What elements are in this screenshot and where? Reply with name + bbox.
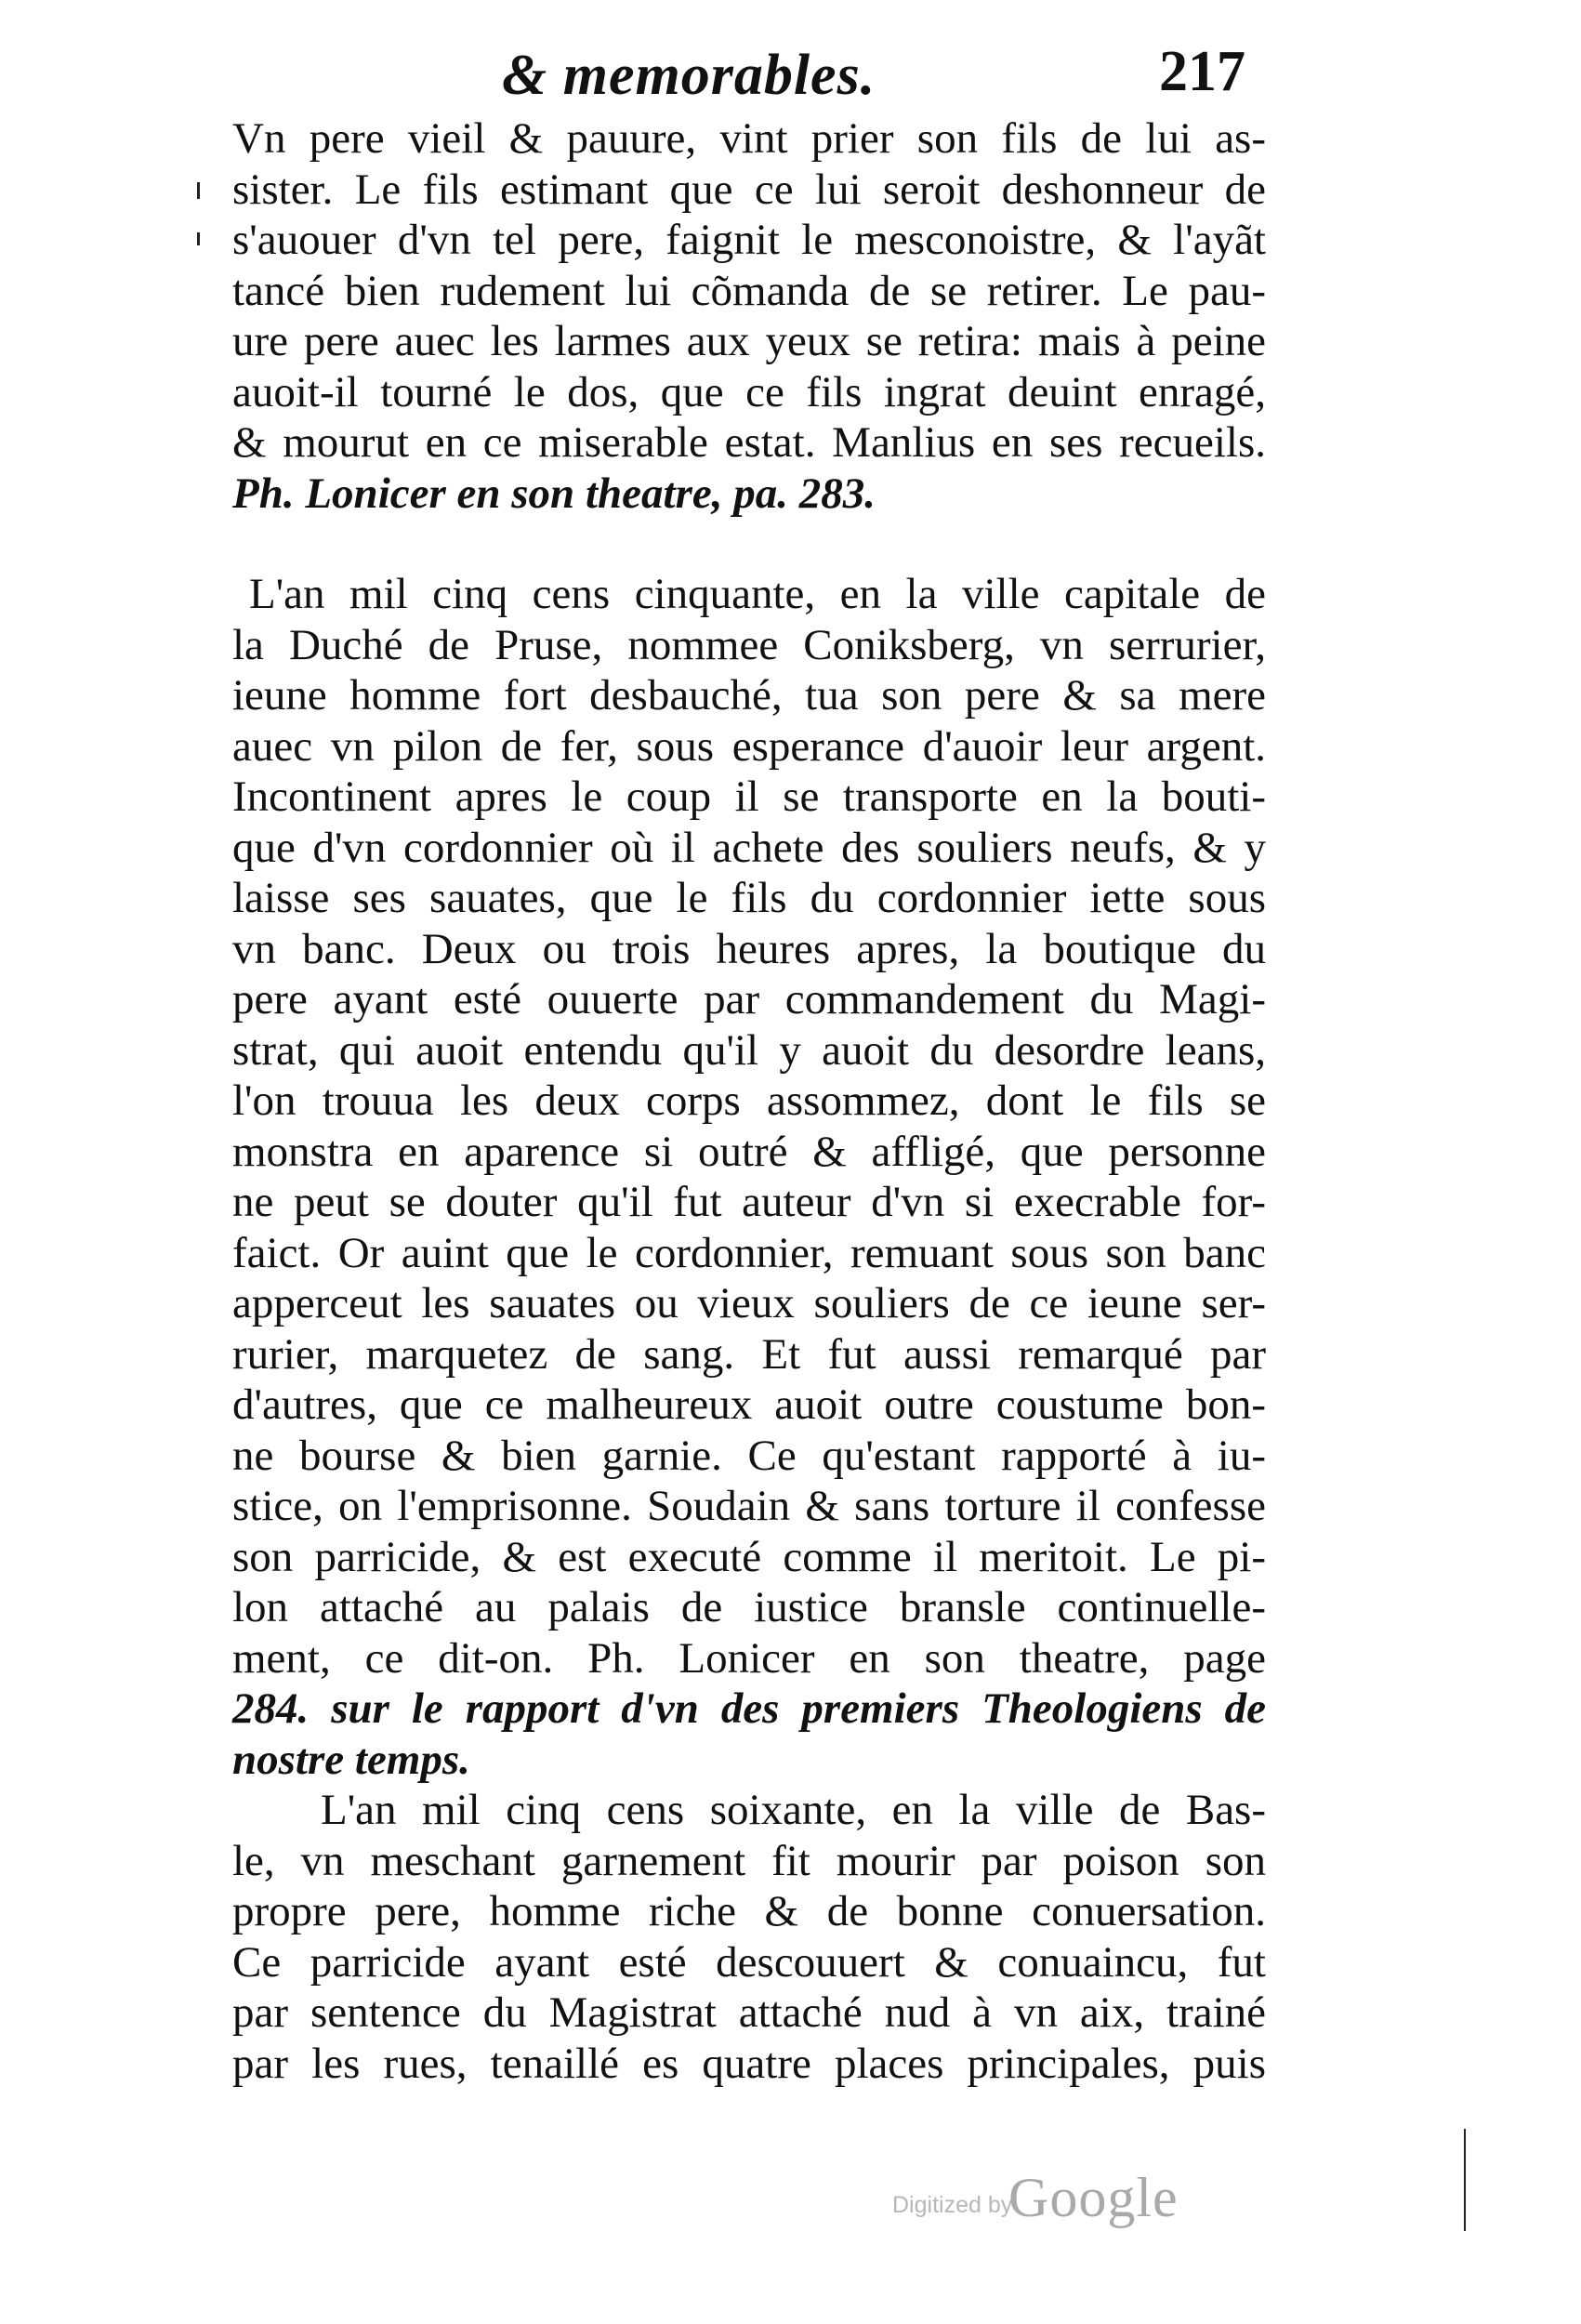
text-line: l'on trouua les deux corps assommez, dont le fils se xyxy=(232,1076,1266,1125)
text-line: faict. Or auint que le cordonnier, remuant sous son banc xyxy=(232,1228,1266,1277)
text-line: Incontinent apres le coup il se transporte en la bouti- xyxy=(232,772,1266,821)
body-text xyxy=(232,113,1266,2089)
text-line: monstra en aparence si outré & affligé, que personne xyxy=(232,1127,1266,1176)
text-line: ne peut se douter qu'il fut auteur d'vn si execrable for- xyxy=(232,1178,1266,1226)
text-line: le, vn meschant garnement fit mourir par poison son xyxy=(232,1836,1266,1885)
text-line: auoit-il tourné le dos, que ce fils ingrat deuint enragé, xyxy=(232,367,1266,416)
text-line: Vn pere vieil & pauure, vint prier son fils de lui as- xyxy=(232,114,1266,163)
text-line: auec vn pilon de fer, sous esperance d'auoir leur argent. xyxy=(232,721,1266,771)
text-line: son parricide, & est executé comme il meritoit. Le pi- xyxy=(232,1532,1266,1581)
text-line: ieune homme fort desbauché, tua son pere & sa mere xyxy=(232,671,1266,720)
citation-line: Ph. Lonicer en son theatre, pa. 283. xyxy=(232,469,876,518)
text-line: ment, ce dit-on. Ph. Lonicer en son theatre, page xyxy=(232,1633,1266,1683)
scan-mark xyxy=(197,182,200,199)
text-line: rurier, marquetez de sang. Et fut aussi remarqué par xyxy=(232,1329,1266,1379)
text-line: propre pere, homme riche & de bonne conuersation. xyxy=(232,1887,1266,1935)
text-line: pere ayant esté ouuerte par commandement du Magi- xyxy=(232,975,1266,1023)
text-line: apperceut les sauates ou vieux souliers de ce ieune ser- xyxy=(232,1279,1266,1327)
text-line: ure pere auec les larmes aux yeux se retira: mais à peine xyxy=(232,317,1266,365)
text-line: L'an mil cinq cens soixante, en la ville de Bas- xyxy=(321,1786,1266,1834)
text-line: vn banc. Deux ou trois heures apres, la boutique du xyxy=(232,924,1266,973)
citation-line: 284. sur le rapport d'vn des premiers Theologiens de xyxy=(232,1684,1266,1733)
text-line: sister. Le fils estimant que ce lui seroit deshonneur de xyxy=(232,165,1266,214)
text-line: lon attaché au palais de iustice bransle continuelle- xyxy=(232,1583,1266,1631)
page-number: 217 xyxy=(1159,40,1245,103)
text-line: ne bourse & bien garnie. Ce qu'estant rapporté à iu- xyxy=(232,1431,1266,1480)
google-logo: Google xyxy=(1008,2167,1179,2228)
text-line: laisse ses sauates, que le fils du cordonnier iette sous xyxy=(232,874,1266,922)
text-line: s'auouer d'vn tel pere, faignit le mesconoistre, & l'ayãt xyxy=(232,216,1266,264)
text-line: strat, qui auoit entendu qu'il y auoit du desordre leans, xyxy=(232,1025,1266,1075)
text-line: stice, on l'emprisonne. Soudain & sans torture il confesse xyxy=(232,1482,1266,1530)
watermark-prefix: Digitized by xyxy=(892,2192,1013,2218)
scan-mark xyxy=(1464,2129,1466,2231)
paragraph-gap xyxy=(232,519,1266,569)
citation-line: nostre temps. xyxy=(232,1735,470,1784)
scan-mark xyxy=(197,232,200,245)
text-line: tancé bien rudement lui cõmanda de se retirer. Le pau- xyxy=(232,266,1266,315)
text-line: par sentence du Magistrat attaché nud à vn aix, trainé xyxy=(232,1988,1266,2037)
text-line: Ce parricide ayant esté descouuert & conuaincu, fut xyxy=(232,1937,1266,1987)
digitized-watermark xyxy=(892,2166,1208,2231)
text-line: la Duché de Pruse, nommee Coniksberg, vn serrurier, xyxy=(232,620,1266,669)
text-line: L'an mil cinq cens cinquante, en la ville capitale de xyxy=(249,570,1266,618)
text-line: que d'vn cordonnier où il achete des souliers neufs, & y xyxy=(232,823,1266,872)
text-line: & mourut en ce miserable estat. Manlius en ses recueils. xyxy=(232,418,1266,467)
text-line: par les rues, tenaillé es quatre places principales, puis xyxy=(232,2039,1266,2088)
running-title: & memorables. xyxy=(502,44,876,107)
text-line: d'autres, que ce malheureux auoit outre coustume bon- xyxy=(232,1380,1266,1429)
